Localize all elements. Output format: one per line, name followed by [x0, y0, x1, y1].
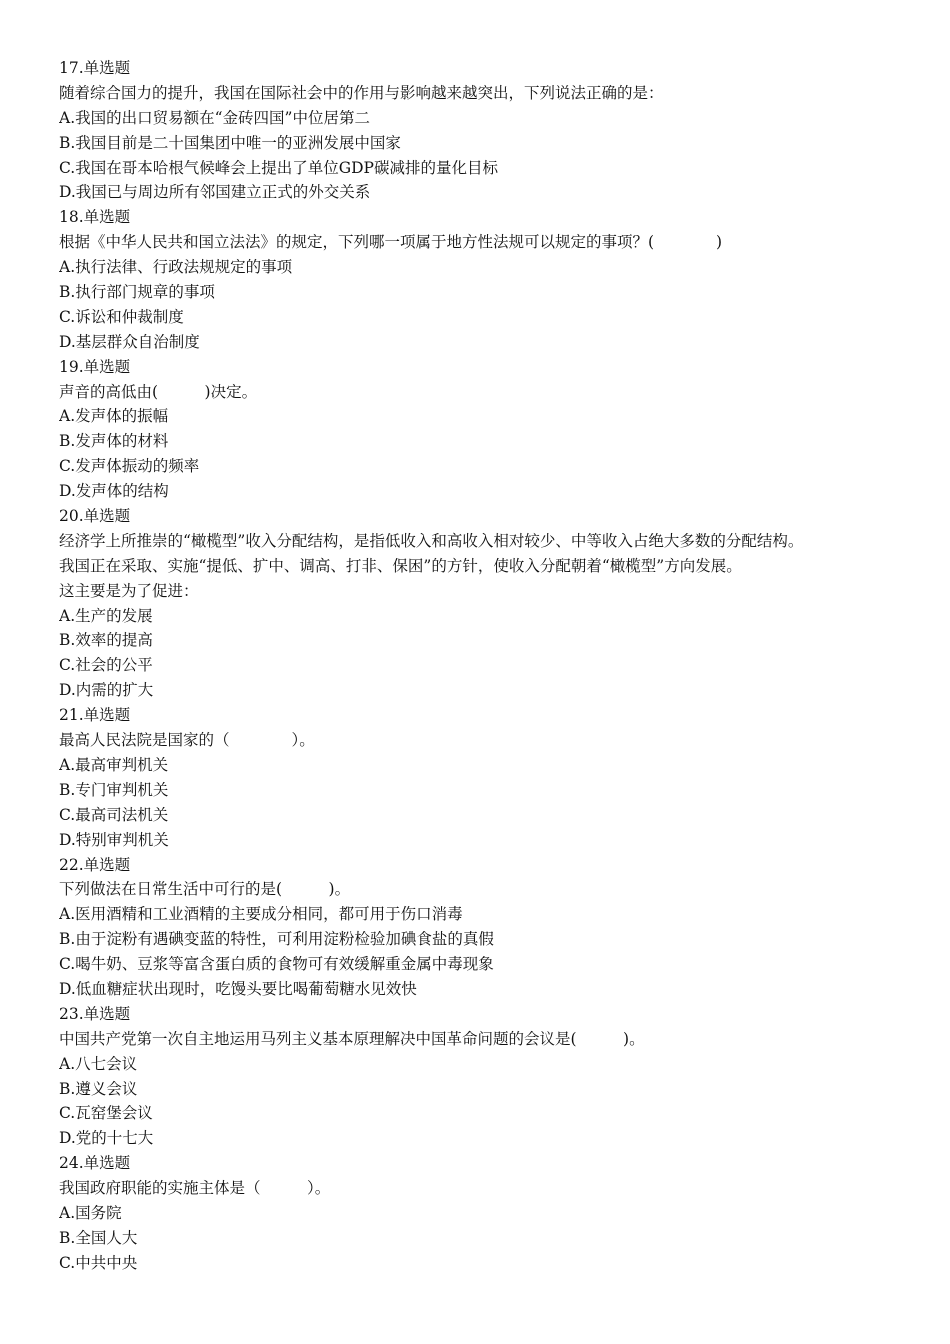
- question-stem: 我国政府职能的实施主体是（ ）。: [59, 1179, 331, 1198]
- answer-option: B.全国人大: [59, 1228, 138, 1247]
- question-header: 17.单选题: [59, 59, 131, 77]
- answer-option: A.发声体的振幅: [59, 407, 169, 426]
- question-header: 22.单选题: [59, 855, 131, 874]
- answer-option: C.社会的公平: [59, 656, 153, 675]
- answer-option: A.医用酒精和工业酒精的主要成分相同，都可用于伤口消毒: [59, 905, 463, 924]
- question-header: 18.单选题: [59, 208, 131, 227]
- answer-option: D.我国已与周边所有邻国建立正式的外交关系: [59, 183, 371, 202]
- question-header: 20.单选题: [59, 507, 131, 526]
- answer-option: A.生产的发展: [59, 606, 153, 625]
- answer-option: A.我国的出口贸易额在“金砖四国”中位居第二: [59, 108, 370, 127]
- answer-option: D.内需的扩大: [59, 681, 154, 700]
- answer-option: B.发声体的材料: [59, 432, 169, 451]
- question-stem: 我国正在采取、实施“提低、扩中、调高、打非、保困”的方针，使收入分配朝着“橄榄型”方向发展。: [59, 556, 742, 575]
- answer-option: A.执行法律、行政法规规定的事项: [59, 258, 293, 277]
- answer-option: B.我国目前是二十国集团中唯一的亚洲发展中国家: [59, 133, 401, 152]
- question-header: 19.单选题: [59, 357, 131, 376]
- answer-option: D.低血糖症状出现时，吃馒头要比喝葡萄糖水见效快: [59, 979, 417, 998]
- question-stem: 声音的高低由( )决定。: [59, 382, 258, 401]
- answer-option: C.发声体振动的频率: [59, 457, 200, 476]
- question-stem: 根据《中华人民共和国立法法》的规定，下列哪一项属于地方性法规可以规定的事项？( ): [59, 233, 723, 252]
- question-block: [59, 853, 929, 1002]
- question-stem: 这主要是为了促进：: [59, 581, 199, 600]
- question-block: [59, 1002, 929, 1151]
- answer-option: D.党的十七大: [59, 1129, 154, 1148]
- answer-option: D.发声体的结构: [59, 482, 169, 501]
- question-block: [59, 504, 929, 703]
- answer-option: B.由于淀粉有遇碘变蓝的特性，可利用淀粉检验加碘食盐的真假: [59, 930, 494, 949]
- question-block: [59, 56, 929, 205]
- answer-option: C.中共中央: [59, 1253, 138, 1272]
- question-block: [59, 355, 929, 504]
- question-stem: 下列做法在日常生活中可行的是( )。: [59, 880, 351, 899]
- answer-option: A.国务院: [59, 1203, 122, 1222]
- answer-option: A.八七会议: [59, 1054, 138, 1073]
- answer-option: D.基层群众自治制度: [59, 332, 200, 351]
- answer-option: C.瓦窑堡会议: [59, 1104, 153, 1123]
- question-block: [59, 703, 929, 852]
- question-stem: 随着综合国力的提升，我国在国际社会中的作用与影响越来越突出，下列说法正确的是：: [59, 83, 664, 102]
- answer-option: C.喝牛奶、豆浆等富含蛋白质的食物可有效缓解重金属中毒现象: [59, 955, 494, 974]
- answer-option: C.我国在哥本哈根气候峰会上提出了单位GDP碳减排的量化目标: [59, 158, 498, 177]
- question-header: 23.单选题: [59, 1004, 131, 1023]
- question-header: 21.单选题: [59, 706, 131, 725]
- answer-option: C.诉讼和仲裁制度: [59, 307, 184, 326]
- answer-option: B.专门审判机关: [59, 780, 169, 799]
- answer-option: B.执行部门规章的事项: [59, 283, 215, 302]
- answer-option: D.特别审判机关: [59, 830, 169, 849]
- question-stem: 经济学上所推崇的“橄榄型”收入分配结构，是指低收入和高收入相对较少、中等收入占绝大多数的分配结构。: [59, 531, 804, 550]
- answer-option: C.最高司法机关: [59, 805, 169, 824]
- document-page: [59, 56, 929, 1276]
- question-block: [59, 205, 929, 354]
- answer-option: B.遵义会议: [59, 1079, 138, 1098]
- answer-option: B.效率的提高: [59, 631, 153, 650]
- question-stem: 最高人民法院是国家的（ ）。: [59, 731, 315, 750]
- question-block: [59, 1151, 929, 1275]
- answer-option: A.最高审判机关: [59, 755, 169, 774]
- question-header: 24.单选题: [59, 1154, 131, 1173]
- question-stem: 中国共产党第一次自主地运用马列主义基本原理解决中国革命问题的会议是( )。: [59, 1029, 645, 1048]
